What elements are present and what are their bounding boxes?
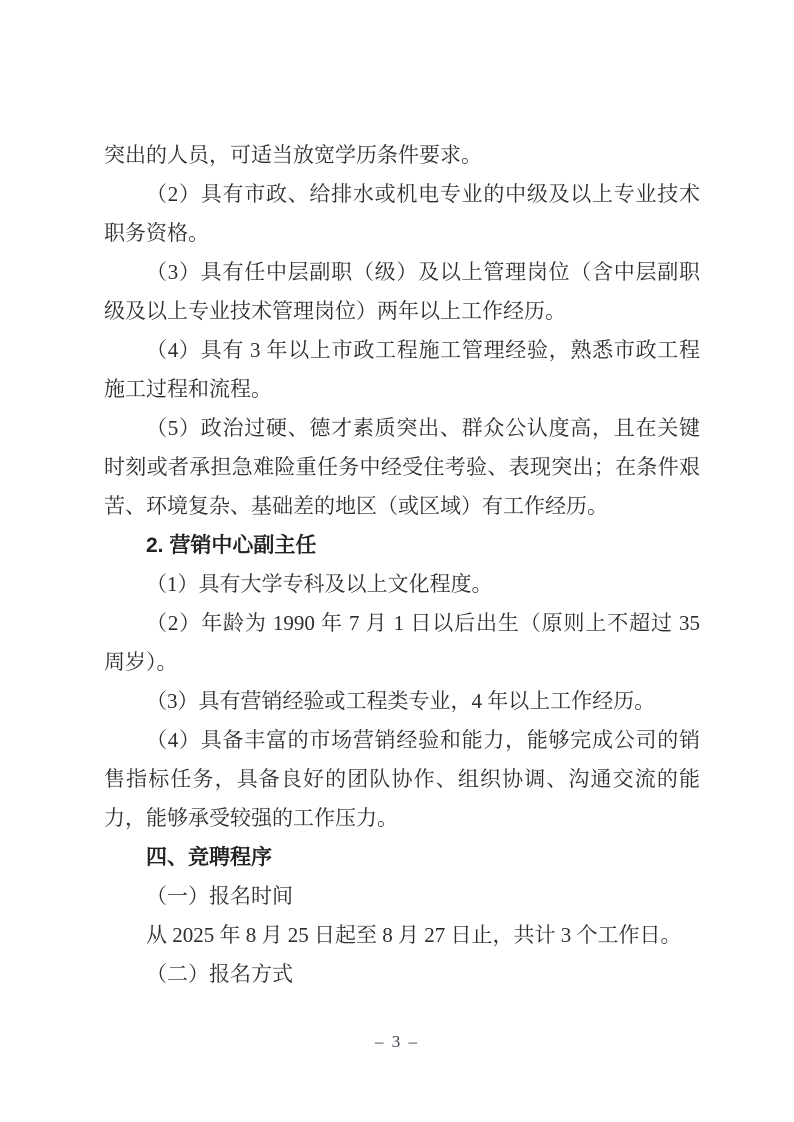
para-registration-time-label: （一）报名时间 [146,884,293,908]
para-item-1-education: （1）具有大学专科及以上文化程度。 [146,572,493,596]
para-item-2-tech-qualification: （2）具有市政、给排水或机电专业的中级及以上专业技术职务资格。 [104,182,700,245]
para-item-4-marketing-ability: （4）具备丰富的市场营销经验和能力，能够完成公司的销售指标任务，具备良好的团队协作、组织协调、沟通交流的能力，能够承受较强的工作压力。 [104,728,700,830]
para-registration-method-label: （二）报名方式 [146,962,293,986]
para-item-3-management-experience: （3）具有任中层副职（级）及以上管理岗位（含中层副职级及以上专业技术管理岗位）两年以上工作经历。 [104,260,700,323]
para-item-3-marketing-experience: （3）具有营销经验或工程类专业，4 年以上工作经历。 [146,689,656,713]
page-number: – 3 – [375,1032,419,1051]
para-item-2-age: （2）年龄为 1990 年 7 月 1 日以后出生（原则上不超过 35 周岁）。 [104,611,700,674]
para-registration-time-detail: 从 2025 年 8 月 25 日起至 8 月 27 日止，共计 3 个工作日。 [146,923,682,947]
para-item-4-construction-experience: （4）具有 3 年以上市政工程施工管理经验，熟悉市政工程施工过程和流程。 [104,338,700,401]
heading-section-4-recruitment-procedure: 四、竞聘程序 [146,846,272,869]
para-continued-from-previous-page: 突出的人员，可适当放宽学历条件要求。 [104,143,482,167]
para-item-5-political-quality: （5）政治过硬、德才素质突出、群众公认度高，且在关键时刻或者承担急难险重任务中经受住考验、表现突出；在条件艰苦、环境复杂、基础差的地区（或区域）有工作经历。 [104,416,700,518]
heading-position-2-marketing-center-deputy-director: 2. 营销中心副主任 [146,534,317,557]
document-body [104,136,700,994]
